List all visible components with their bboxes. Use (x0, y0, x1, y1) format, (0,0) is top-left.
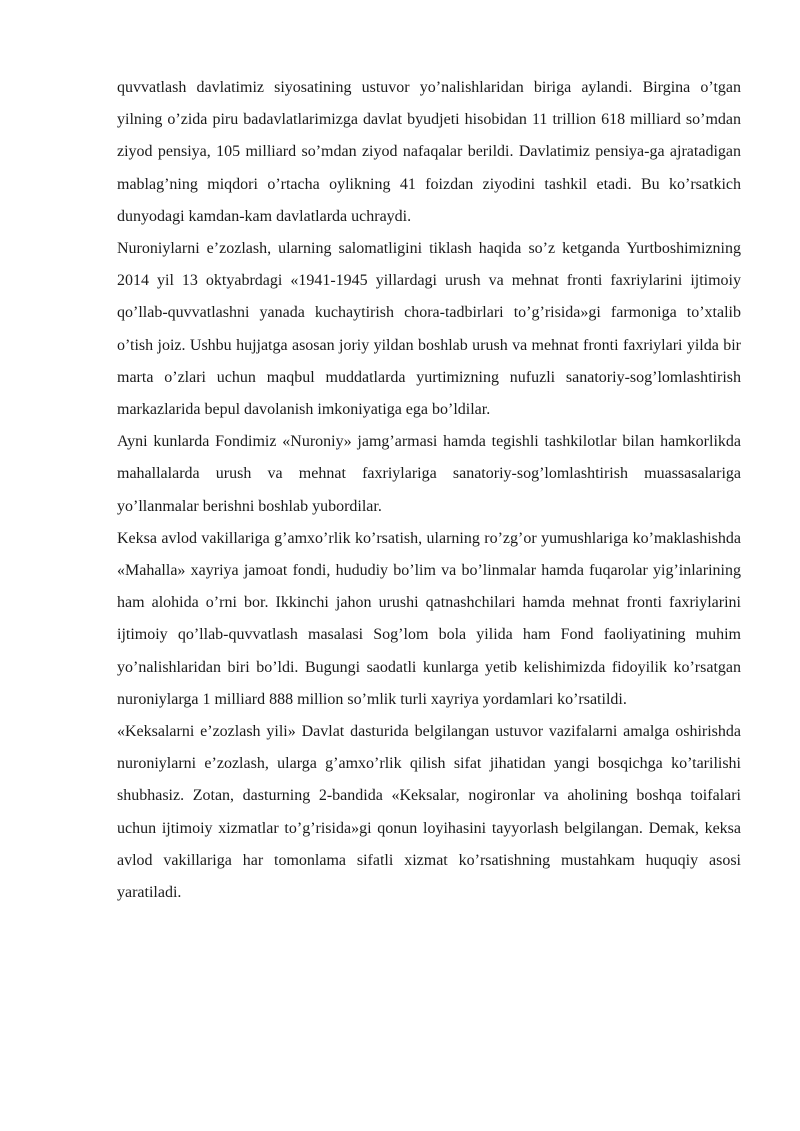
paragraph-state-program: «Keksalarni e’zozlash yili» Davlat dasturida belgilangan ustuvor vazifalarni amalga oshirishda nuroniylarni e’zozlash, ularga g’amxo’rlik qilish sifat jihatidan yangi bosqichga ko’tarilishi shubhasiz. Zotan, dasturning 2-bandida «Keksalar, nogironlar va aholining boshqa toifalari uchun ijtimoiy xizmatlar to’g’risida»gi qonun loyihasini tayyorlash belgilangan. Demak, keksa avlod vakillariga har tomonlama sifatli xizmat ko’rsatishning mustahkam huquqiy asosi yaratiladi. (117, 723, 741, 902)
paragraph-pension-support: quvvatlash davlatimiz siyosatining ustuvor yo’nalishlaridan biriga aylandi. Birgina o’tgan yilning o’zida piru badavlatlarimizga davlat byudjeti hisobidan 11 trillion 618 milliard so’mdan ziyod pensiya, 105 milliard so’mdan ziyod nafaqalar berildi. Davlatimiz pensiya-ga ajratadigan mablag’ning miqdori o’rtacha oylikning 41 foizdan ziyodini tashkil etadi. Bu ko’rsatkich dunyodagi kamdan-kam davlatlarda uchraydi. (117, 79, 741, 225)
document-page (117, 72, 741, 909)
paragraph-mahalla-fund: Keksa avlod vakillariga g’amxo’rlik ko’rsatish, ularning ro’zg’or yumushlariga ko’maklashishda «Mahalla» xayriya jamoat fondi, hududiy bo’lim va bo’linmalar hamda fuqarolar yig’inlarining ham alohida o’rni bor. Ikkinchi jahon urushi qatnashchilari hamda mehnat fronti faxriylarini ijtimoiy qo’llab-quvvatlash masalasi Sog’lom bola yilida ham Fond faoliyatining muhim yo’nalishlaridan biri bo’ldi. Bugungi saodatli kunlarga yetib kelishimizda fidoyilik ko’rsatgan nuroniylarga 1 milliard 888 million so’mlik turli xayriya yordamlari ko’rsatildi. (117, 529, 741, 708)
paragraph-veterans-decree: Nuroniylarni e’zozlash, ularning salomatligini tiklash haqida so’z ketganda Yurtboshimizning 2014 yil 13 oktyabrdagi «1941-1945 yillardagi urush va mehnat fronti faxriylarini ijtimoiy qo’llab-quvvatlashni yanada kuchaytirish chora-tadbirlari to’g’risida»gi farmoniga to’xtalib o’tish joiz. Ushbu hujjatga asosan joriy yildan boshlab urush va mehnat fronti faxriylari yilda bir marta o’zlari uchun maqbul muddatlarda yurtimizning nufuzli sanatoriy-sog’lomlashtirish markazlarida bepul davolanish imkoniyatiga ega bo’ldilar. (117, 240, 741, 419)
paragraph-sanatorium-vouchers: Ayni kunlarda Fondimiz «Nuroniy» jamg’armasi hamda tegishli tashkilotlar bilan hamkorlikda mahallalarda urush va mehnat faxriylariga sanatoriy-sog’lomlashtirish muassasalariga yo’llanmalar berishni boshlab yubordilar. (117, 433, 741, 515)
